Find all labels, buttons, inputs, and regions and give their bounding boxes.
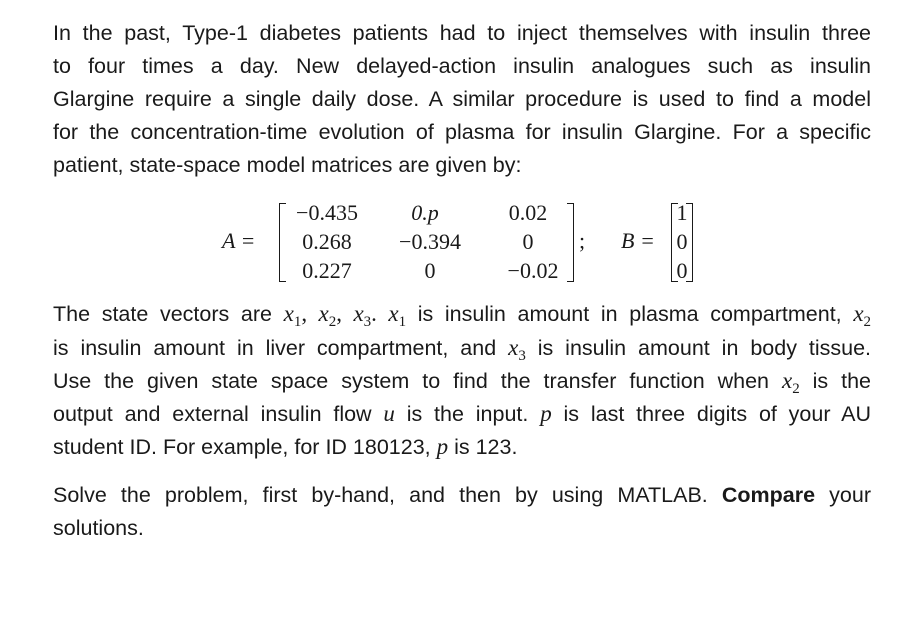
- paragraph-1-line-5: patient, state-space model matrices are given by:: [53, 153, 522, 177]
- matrix-b-cell: 0: [676, 258, 688, 283]
- matrix-a-cell: 0: [424, 258, 436, 283]
- matrix-a-label: A =: [222, 228, 256, 253]
- matrix-a-cell: −0.394: [399, 229, 461, 254]
- matrix-b-cell: 1: [676, 200, 688, 225]
- matrix-a-cell: 0: [522, 229, 534, 254]
- matrix-a-cell: −0.02: [507, 258, 559, 283]
- paragraph-2-line-5: student ID. For example, for ID 180123, p is 123.: [53, 434, 518, 459]
- paragraph-1-line-1: In the past, Type-1 diabetes patients had to inject themselves with insulin three: [53, 21, 871, 45]
- matrix-b-label: B =: [621, 228, 655, 253]
- matrix-a-cell: 0.268: [302, 229, 352, 254]
- matrix-a-cell: 0.227: [302, 258, 352, 283]
- paragraph-2-line-2: is insulin amount in liver compartment, and $x_3$ is insulin amount in body tissue.: [53, 335, 872, 364]
- paragraph-3-line-2: solutions.: [53, 516, 144, 540]
- matrix-a-right-bracket: [567, 203, 574, 282]
- matrix-b-right-bracket: [686, 203, 693, 282]
- matrix-b-cell: 0: [676, 229, 688, 254]
- paragraph-2-line-4: output and external insulin flow u is the input. p is last three digits of your AU: [53, 401, 872, 426]
- matrix-a-cell: −0.435: [296, 200, 358, 225]
- matrix-a-cell: 0.02: [508, 200, 548, 225]
- paragraph-1-line-4: for the concentration-time evolution of plasma for insulin Glargine. For a specific: [53, 120, 871, 144]
- paragraph-3-line-1: Solve the problem, first by-hand, and then by using MATLAB. Compare your: [53, 483, 871, 507]
- paragraph-1-line-2: to four times a day. New delayed-action insulin analogues such as insulin: [53, 54, 871, 78]
- paragraph-2-line-3: Use the given state space system to find the transfer function when $x_2$ is the: [53, 368, 871, 397]
- paragraph-1-line-3: Glargine require a single daily dose. A similar procedure is used to find a model: [53, 87, 871, 111]
- paragraph-2-line-1: The state vectors are $x_1$, $x_2$, $x_3$. $x_1$ is insulin amount in plasma compartment, $x_2$: [53, 301, 872, 330]
- matrix-separator: ;: [579, 228, 586, 253]
- matrix-a-cell: 0.p: [411, 200, 439, 225]
